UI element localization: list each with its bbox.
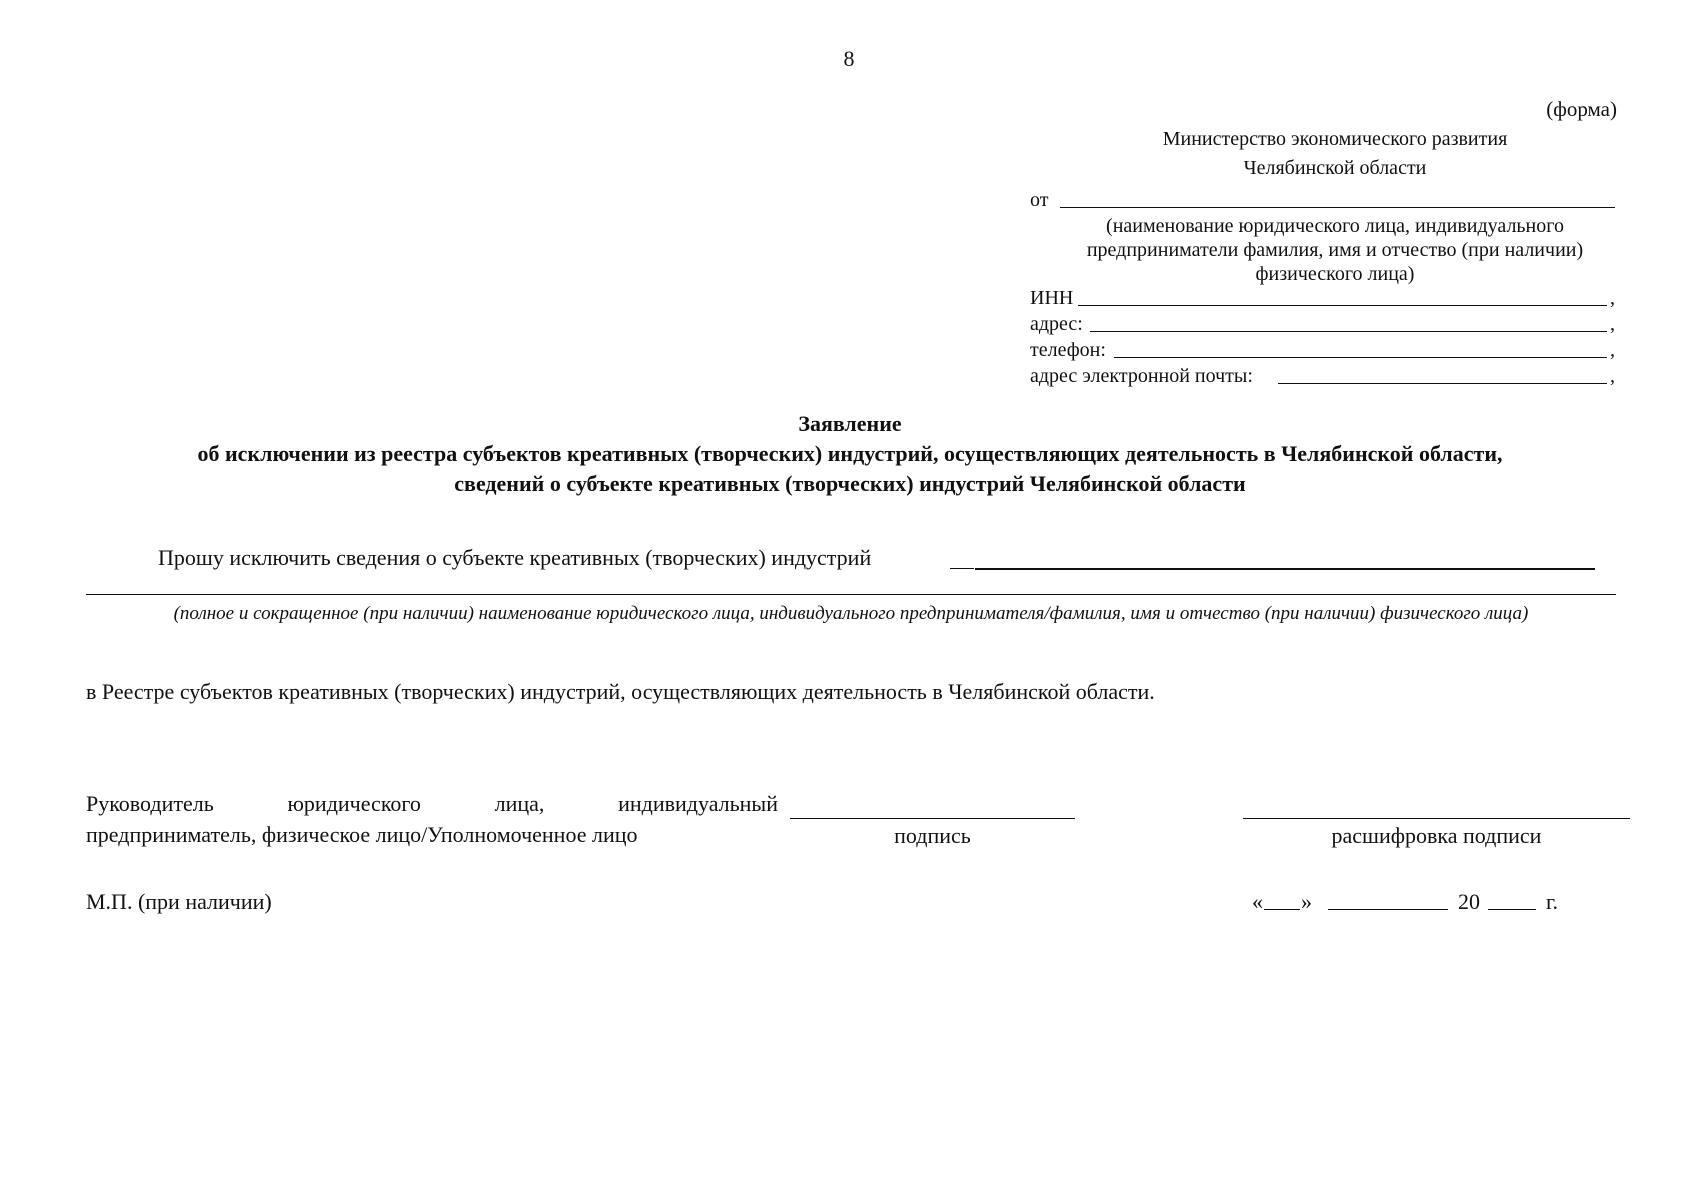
signer-word: лица,: [494, 791, 545, 816]
date-year-field[interactable]: [1488, 909, 1536, 910]
email-field[interactable]: [1030, 364, 1615, 388]
subject-name-hint: (полное и сокращенное (при наличии) наименование юридического лица, индивидуального предпринимателя/фамилия, имя и отчество (при наличии) физического лица): [173, 603, 1529, 624]
subject-full-name-field[interactable]: [86, 594, 1616, 595]
form-label: (форма): [1546, 97, 1617, 121]
date-open-quote: «: [1252, 889, 1263, 914]
signer-title-line-2: предприниматель, физическое лицо/Уполномоченное лицо: [86, 822, 638, 847]
addressee-line-1: Министерство экономического развития: [1162, 128, 1508, 150]
inn-label: ИНН: [1030, 287, 1074, 309]
phone-underline[interactable]: [1114, 357, 1607, 358]
phone-label: телефон:: [1030, 339, 1106, 361]
stamp-label: М.П. (при наличии): [86, 889, 272, 914]
from-field[interactable]: [1030, 188, 1615, 212]
email-comma: ,: [1610, 365, 1615, 387]
inn-field[interactable]: [1030, 286, 1615, 310]
phone-comma: ,: [1610, 339, 1615, 361]
signature-decode-field[interactable]: [1243, 818, 1630, 819]
title-line-3: сведений о субъекте креативных (творческих) индустрий Челябинской области: [454, 471, 1246, 496]
email-underline[interactable]: [1278, 383, 1607, 384]
title-line-1: Заявление: [798, 411, 902, 436]
date-year-suffix: г.: [1546, 889, 1559, 914]
date-close-quote: »: [1301, 889, 1312, 914]
signer-word: Руководитель: [86, 791, 214, 816]
signature-field[interactable]: [790, 818, 1075, 819]
request-short-underline: [950, 568, 974, 569]
signature-caption: подпись: [894, 823, 971, 848]
signature-decode-caption: расшифровка подписи: [1331, 823, 1542, 848]
email-label: адрес электронной почты:: [1030, 365, 1253, 387]
phone-field[interactable]: [1030, 338, 1615, 362]
address-underline[interactable]: [1090, 331, 1607, 332]
signer-word: индивидуальный: [618, 791, 778, 816]
date-day-field[interactable]: [1264, 909, 1300, 910]
inn-comma: ,: [1610, 287, 1615, 309]
address-comma: ,: [1610, 313, 1615, 335]
date-month-field[interactable]: [1328, 909, 1448, 910]
signer-title-line-1: [86, 791, 778, 817]
from-underline[interactable]: [1060, 207, 1615, 208]
date-year-prefix: 20: [1458, 889, 1480, 914]
document-title: [60, 409, 1640, 499]
subject-name-field[interactable]: [975, 568, 1595, 570]
address-field[interactable]: [1030, 312, 1615, 336]
from-label: от: [1030, 189, 1049, 211]
page-number: 8: [843, 46, 855, 71]
inn-underline[interactable]: [1078, 305, 1607, 306]
title-line-2: об исключении из реестра субъектов креативных (творческих) индустрий, осуществляющих деятельность в Челябинской области,: [197, 441, 1503, 466]
addressee-line-2: Челябинской области: [1243, 157, 1427, 179]
applicant-hint: (наименование юридического лица, индивидуального предприниматели фамилия, имя и отчество (при наличии) физического лица): [1086, 215, 1584, 285]
request-text: Прошу исключить сведения о субъекте креативных (творческих) индустрий: [158, 545, 872, 570]
address-label: адрес:: [1030, 313, 1083, 335]
signer-word: юридического: [287, 791, 421, 816]
registry-text: в Реестре субъектов креативных (творческих) индустрий, осуществляющих деятельность в Челябинской области.: [86, 679, 1155, 704]
date-field[interactable]: [1252, 889, 1572, 915]
